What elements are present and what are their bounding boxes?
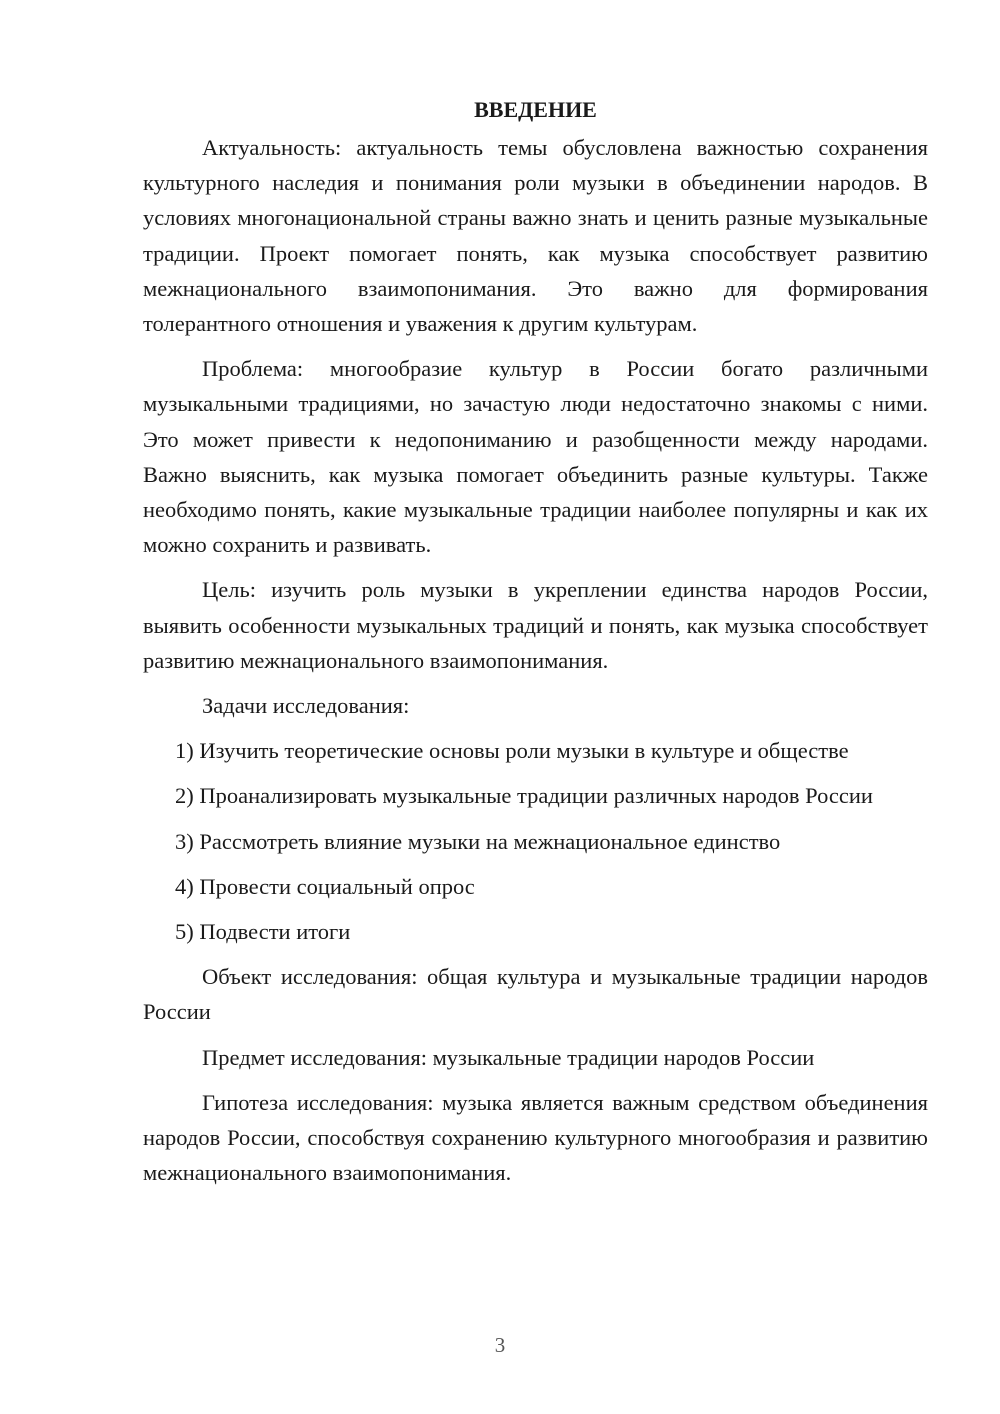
paragraph-relevance: Актуальность: актуальность темы обусловлена важностью сохранения культурного наследия и понимания роли музыки в объединении народов. В условиях многонациональной страны важно знать и ценить разные музыкальные традиции. Проект помогает понять, как музыка способствует развитию межнационального взаимопонимания. Это важно для формирования толерантного отношения и уважения к другим культурам. (143, 135, 928, 337)
paragraph-tasks-heading: Задачи исследования: (202, 693, 410, 719)
document-page (143, 92, 928, 1200)
paragraph-hypothesis: Гипотеза исследования: музыка является важным средством объединения народов России, способствуя сохранению культурного многообразия и развитию межнационального взаимопонимания. (143, 1089, 928, 1186)
page-number: 3 (494, 1333, 506, 1357)
task-item-1: 1) Изучить теоретические основы роли музыки в культуре и обществе (175, 738, 849, 764)
paragraph-subject: Предмет исследования: музыкальные традиции народов России (202, 1044, 815, 1070)
task-item-3: 3) Рассмотреть влияние музыки на межнациональное единство (175, 828, 781, 854)
paragraph-problem: Проблема: многообразие культур в России богато различными музыкальными традициями, но зачастую люди недостаточно знакомы с ними. Это может привести к недопониманию и разобщенности между народами. Важно выяснить, как музыка помогает объединить разные культуры. Также необходимо понять, какие музыкальные традиции наиболее популярны и как их можно сохранить и развивать. (143, 356, 928, 558)
paragraph-goal: Цель: изучить роль музыки в укреплении единства народов России, выявить особенности музыкальных традиций и понять, как музыка способствует развитию межнационального взаимопонимания. (143, 577, 928, 673)
task-item-5: 5) Подвести итоги (175, 919, 351, 945)
task-item-2: 2) Проанализировать музыкальные традиции различных народов России (175, 783, 873, 809)
task-item-4: 4) Провести социальный опрос (175, 873, 475, 899)
section-heading: ВВЕДЕНИЕ (474, 97, 597, 122)
paragraph-object: Объект исследования: общая культура и музыкальные традиции народов России (143, 964, 928, 1025)
